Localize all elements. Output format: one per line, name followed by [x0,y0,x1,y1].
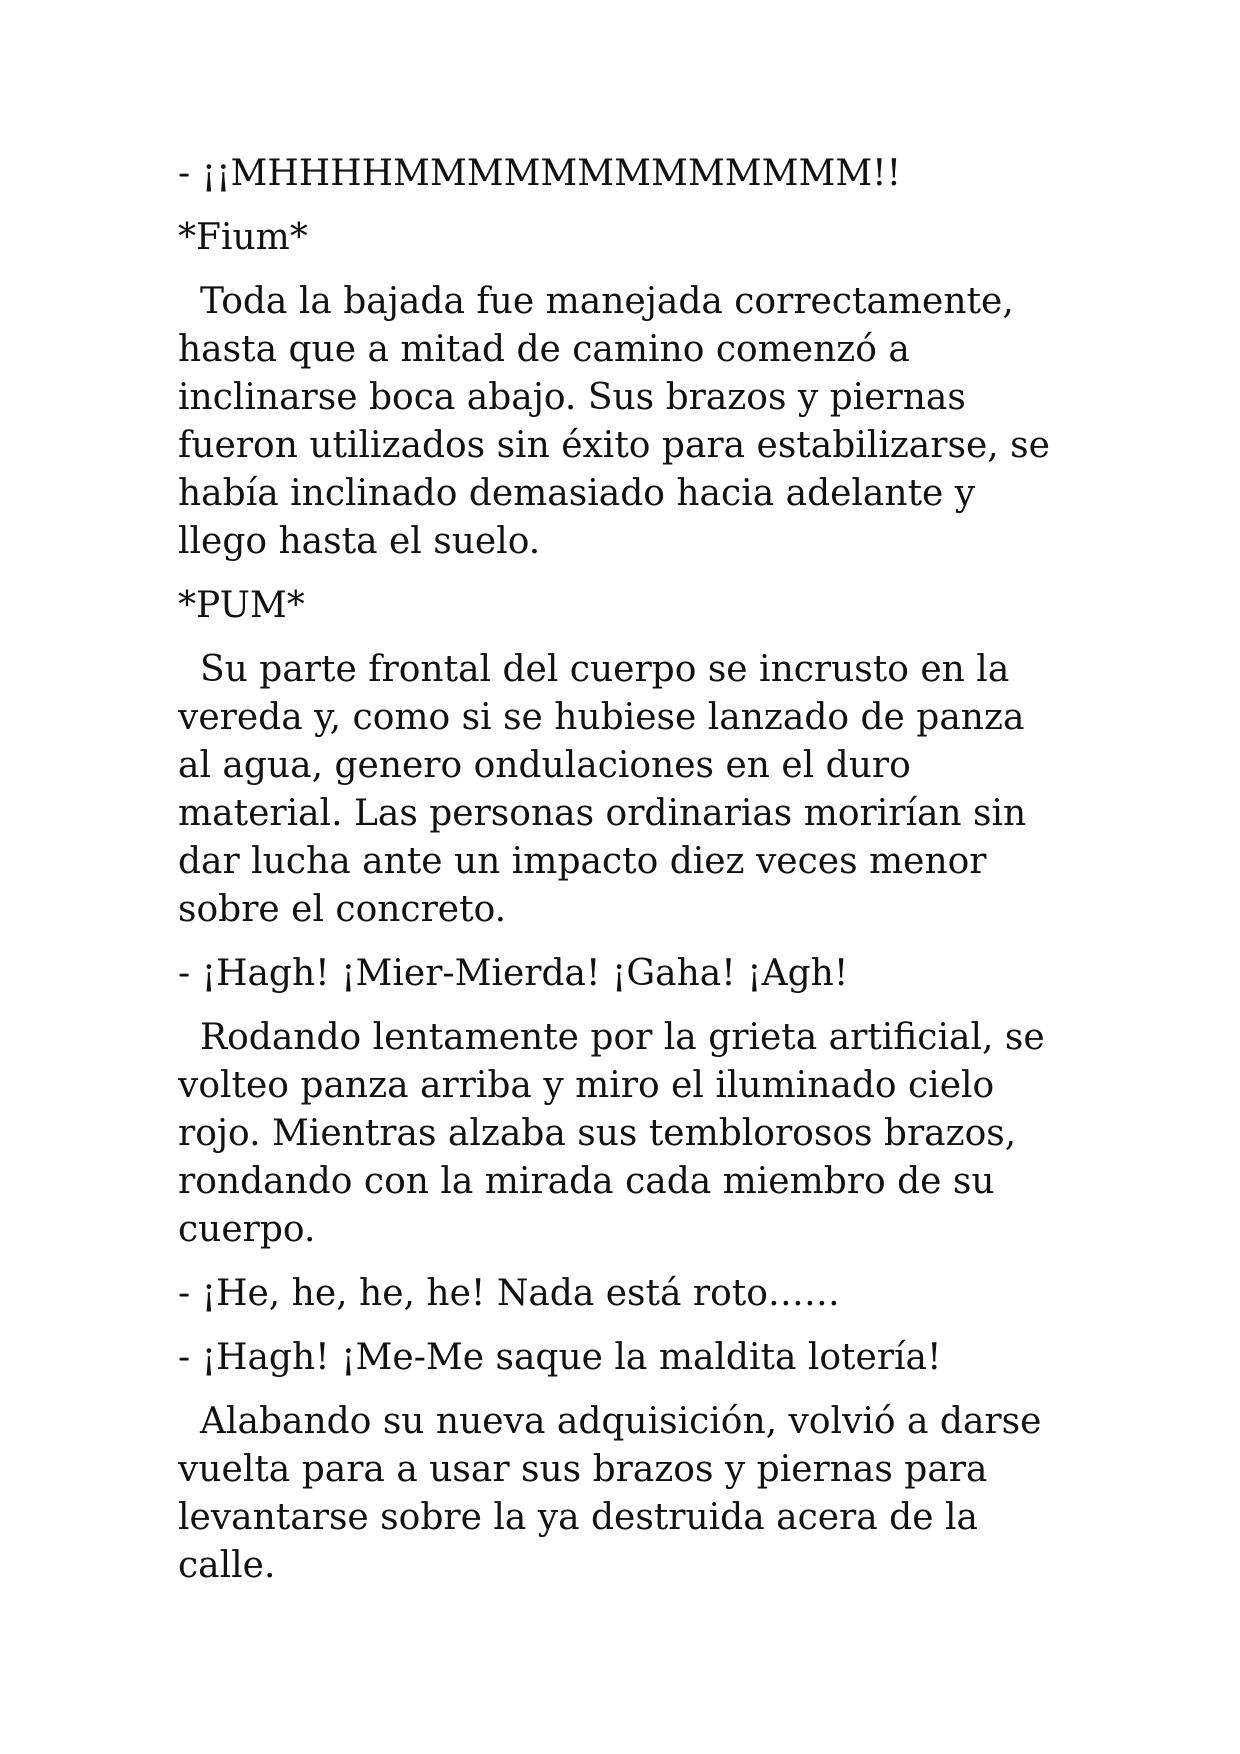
sound-effect: *Fium* [178,217,308,258]
dialogue-line: - ¡¡MHHHHMMMMMMMMMMMMM!! [178,153,902,194]
narrative-paragraph: Su parte frontal del cuerpo se incrusto en la vereda y, como si se hubiese lanzado de panza al agua, genero ondulaciones en el duro material. Las personas ordinarias morirían sin dar lucha ante un impacto diez veces menor sobre el concreto. [178,649,1027,930]
dialogue-line: - ¡Hagh! ¡Mier-Mierda! ¡Gaha! ¡Agh! [178,953,849,994]
narrative-paragraph: Alabando su nueva adquisición, volvió a darse vuelta para a usar sus brazos y piernas para levantarse sobre la ya destruida acera de la calle. [178,1401,1042,1586]
narrative-paragraph: Rodando lentamente por la grieta artificial, se volteo panza arriba y miro el iluminado cielo rojo. Mientras alzaba sus temblorosos brazos, rondando con la mirada cada miembro de su cuerpo. [178,1017,1045,1250]
dialogue-line: - ¡He, he, he, he! Nada está roto…… [178,1273,840,1314]
sound-effect: *PUM* [178,585,305,626]
narrative-paragraph: Toda la bajada fue manejada correctamente, hasta que a mitad de camino comenzó a inclinarse boca abajo. Sus brazos y piernas fueron utilizados sin éxito para estabilizarse, se había inclinado demasiado hacia adelante y llego hasta el suelo. [178,281,1050,562]
dialogue-line: - ¡Hagh! ¡Me-Me saque la maldita lotería! [178,1337,942,1378]
document-page [178,150,1078,1606]
